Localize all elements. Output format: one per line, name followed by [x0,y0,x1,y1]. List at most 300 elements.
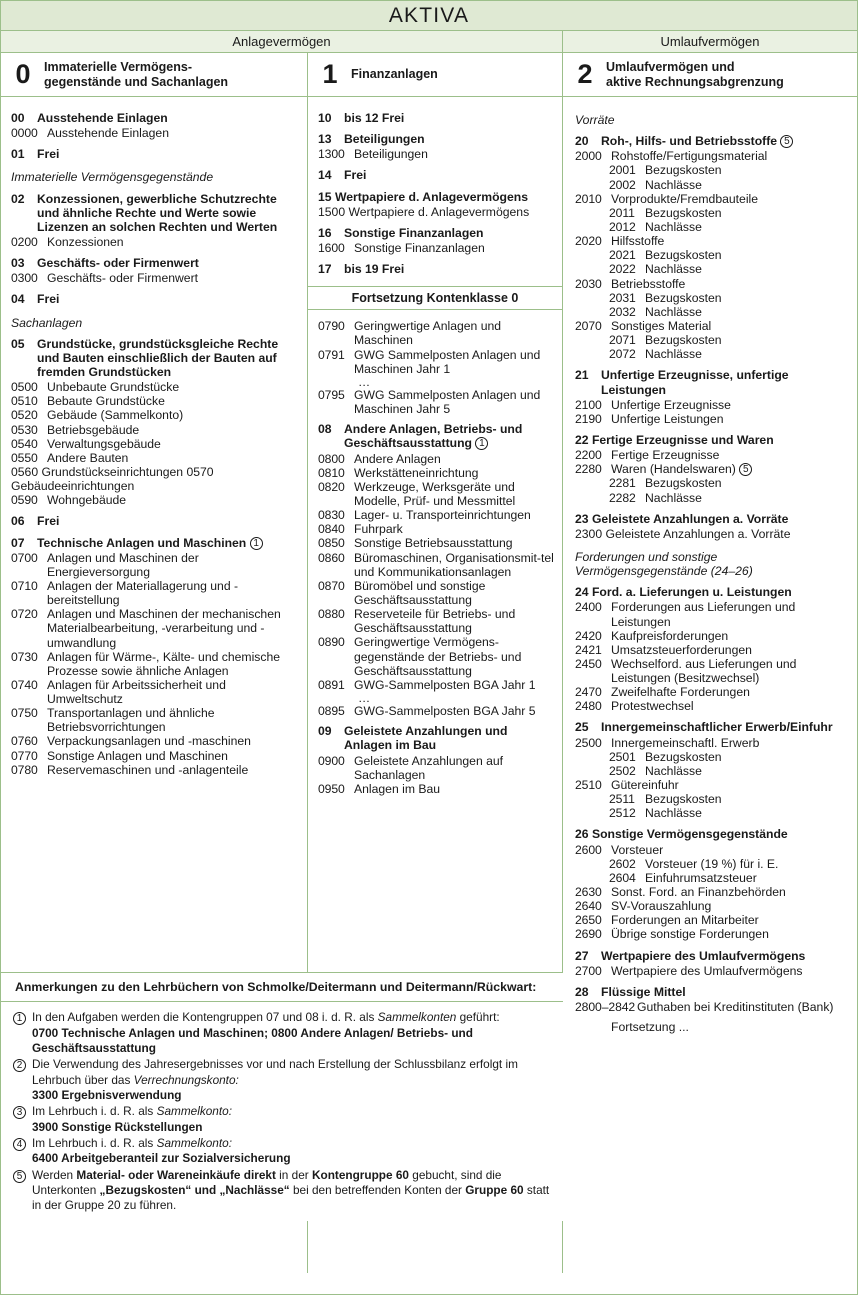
account-entry [575,277,851,291]
footnote-fragment: Im Lehrbuch i. d. R. als [32,1104,157,1119]
account-number: 0530 [11,422,38,437]
account-number: 2470 [575,685,602,700]
account-label: Nachlässe [645,347,702,362]
account-number: 0000 [11,126,38,141]
footnote-text [32,1168,551,1214]
group-label: Roh-, Hilfs- und Betriebsstoffe 5 [601,134,851,148]
footnote-text [32,1010,551,1056]
account-label: Vorsteuer (19 %) für i. E. [645,856,779,871]
account-label: Einfuhrumsatzsteuer [645,870,757,885]
account-group [11,256,301,270]
group-label: Sonstige Finanzanlagen [344,225,484,240]
account-label: Wohngebäude [47,493,127,508]
account-number: 0820 [318,479,345,494]
account-label: Geschäfts- oder Firmenwert [47,271,199,286]
class-header-2 [563,53,857,96]
footnote-fragment: bei den betreffenden Konten der [289,1182,466,1197]
account-subentry [575,178,851,192]
account-number: 0830 [318,508,345,523]
account-label: Büromaschinen, Organisationsmit-tel und Kommunikationsanlagen [354,550,554,579]
account-entry [318,754,556,782]
group-number: 13 [318,132,332,147]
account-label: Anlagen im Bau [354,781,441,796]
account-number: 0800 [318,451,345,466]
footnote-ref-icon: 2 [13,1059,26,1072]
account-number: 2420 [575,628,602,643]
account-entry [11,380,301,394]
account-label: Bezugskosten [645,476,722,491]
account-group [11,536,301,550]
account-label: Innergemeinschaftl. Erwerb [611,735,760,750]
account-label: Sonstige Anlagen und Maschinen [47,748,228,763]
account-number: 0790 [318,319,345,334]
footnote-ref-icon: 5 [13,1170,26,1183]
group-label: bis 19 Frei [344,262,405,277]
group-label: Geschäfts- oder Firmenwert [37,256,199,271]
bottom-spacer [1,1273,563,1294]
ellipsis: … [358,690,371,705]
account-label: Fertige Erzeugnisse [611,448,720,463]
account-entry [11,235,301,249]
account-entry [318,607,556,635]
group-label: Frei [37,147,60,162]
account-subentry [575,248,851,262]
account-entry [318,782,556,796]
account-entry: 0560 Grundstückseinrichtungen 0570 Gebäudeeinrichtungen [11,464,214,494]
account-entry [575,657,851,685]
account-subentry [575,806,851,820]
group-band [1,31,857,53]
account-group [318,132,556,146]
account-entry [575,899,851,913]
account-entry [11,706,301,734]
account-label: Werkzeuge, Werksgeräte und Modelle, Prüf- und Messmittel [354,479,516,509]
footnote-fragment: Sammelkonto: [156,1135,232,1150]
account-group [318,724,556,752]
account-entry [11,408,301,422]
account-number: 0780 [11,762,38,777]
class-label-line: Umlaufvermögen und [606,59,735,74]
account-label: Protestwechsel [611,699,694,714]
account-entry [11,423,301,437]
account-group [318,111,556,125]
group-number: 04 [11,292,25,307]
group-number: 03 [11,256,25,271]
account-label: Unfertige Leistungen [611,411,724,426]
account-number: 0550 [11,450,38,465]
account-subentry [575,333,851,347]
group-label: Frei [37,514,60,529]
account-label: Anlagen und Maschinen der Energieversorgung [47,550,199,579]
account-label: Reservemaschinen und -anlagenteile [47,762,249,777]
account-number: 2282 [609,490,636,505]
group-number: 10 [318,111,332,125]
footnote-item [13,1010,551,1056]
footnote-item [13,1168,551,1214]
account-entry [318,147,556,161]
account-label: Bezugskosten [645,163,722,178]
title-band [1,1,857,31]
account-list-2 [563,97,857,1034]
account-label: Bezugskosten [645,248,722,263]
account-label: Fortsetzung ... [611,1020,689,1035]
account-number: 2602 [609,856,636,871]
account-number: 0750 [11,706,38,721]
footnote-marker-icon [13,1104,32,1135]
account-group [318,422,556,450]
account-entry [318,678,556,692]
footnote-fragment: Material- oder Wareneinkäufe direkt [76,1167,276,1182]
account-number: 2200 [575,448,602,463]
account-group [575,720,851,734]
account-entry [575,412,851,426]
account-label: Betriebsstoffe [611,276,686,291]
account-number: 2100 [575,397,602,412]
account-number: 2450 [575,656,602,671]
account-label: Waren (Handelswaren) 5 [611,462,851,476]
class-number-1: 1 [322,59,338,89]
account-number: 2280 [575,462,602,477]
group-label: Unfertige Erzeugnisse, unfertige Leistungen [601,368,789,397]
account-label: Wechselford. aus Lieferungen und Leistungen (Besitzwechsel) [611,656,797,686]
account-number: 2604 [609,870,636,885]
account-label: Umsatzsteuerforderungen [611,642,752,657]
footnote-fragment: Die Verwendung des Jahresergebnisses vor und nach Erstellung der Schlussbilanz erfolgt im Lehrbuch über das [32,1057,518,1087]
group-number: 21 [575,368,589,383]
account-label: Sonstige Betriebsausstattung [354,536,513,551]
account-entry [575,149,851,163]
account-entry [575,843,851,857]
class-number-0: 0 [15,59,31,89]
account-label: Reserveteile für Betriebs- und Geschäftsausstattung [354,607,516,636]
account-number: 0300 [11,271,38,286]
account-entry [11,437,301,451]
account-number: 0950 [318,781,345,796]
account-group [575,985,851,999]
account-number: 2640 [575,899,602,914]
account-label: GWG Sammelposten Anlagen und Maschinen Jahr 1 [354,347,541,376]
account-group: 15 Wertpapiere d. Anlagevermögens [318,189,528,204]
group-number: 09 [318,724,332,739]
group-label: Frei [37,292,60,307]
account-number: 2421 [575,642,602,657]
group-label: Wertpapiere des Umlaufvermögens [601,948,806,963]
account-entry [11,579,301,607]
footnote-ref-icon: 3 [13,1106,26,1119]
group-label: Ausstehende Einlagen [37,111,168,125]
account-label: Nachlässe [645,490,702,505]
account-entry: 1500 Wertpapiere d. Anlagevermögens [318,204,530,219]
group-number: 20 [575,134,589,149]
account-number: 0540 [11,436,38,451]
account-number: 2700 [575,963,602,978]
account-label: Hilfsstoffe [611,234,665,249]
continuation-note [575,1020,851,1034]
account-entry [575,448,851,462]
account-number: 2032 [609,304,636,319]
account-subentry [575,262,851,276]
account-number: 2071 [609,333,636,348]
footnote-ref-icon: 1 [13,1012,26,1025]
account-entry [318,388,556,416]
footnote-text [32,1104,551,1135]
account-entry [318,704,556,718]
account-number: 0510 [11,394,38,409]
account-label: Fuhrpark [354,522,403,537]
page-title: AKTIVA [388,3,470,27]
class-label-0 [44,60,228,90]
account-number: 0795 [318,388,345,403]
footnote-ref-icon: 1 [475,437,488,450]
account-number: 2011 [609,205,635,220]
footnote-marker-icon [13,1057,32,1103]
account-label: Nachlässe [645,763,702,778]
account-number: 0791 [318,347,345,362]
group-label: Grundstücke, grundstücksgleiche Rechte und Bauten einschließlich der Bauten auf fremden Grundstücken [37,336,279,379]
account-number: 1300 [318,147,345,162]
account-number: 2502 [609,763,636,778]
account-label: Transportanlagen und ähnliche Betriebsvorrichtungen [47,706,215,735]
account-number: 0760 [11,734,38,749]
account-number: 2022 [609,262,636,277]
account-list-0-continued [318,319,556,796]
account-entry [575,234,851,248]
footnote-item [13,1104,551,1135]
account-label: Betriebsgebäude [47,422,140,437]
account-number: 0700 [11,550,38,565]
class-header-0 [1,53,308,96]
account-label: SV-Vorauszahlung [611,899,712,914]
account-group [11,514,301,528]
account-number: 2511 [609,792,635,807]
footnote-fragment: geführt: [456,1010,500,1025]
footnote-fragment: in der [275,1167,312,1182]
account-entry [318,241,556,255]
account-label: Andere Bauten [47,450,129,465]
account-subentry [575,305,851,319]
footnote-text [32,1057,551,1103]
group-label-umlaufvermoegen: Umlaufvermögen [660,34,760,49]
account-number: 2480 [575,699,602,714]
account-label: Anlagen für Wärme-, Kälte- und chemische Prozesse sowie ähnliche Anlagen [47,649,281,678]
account-entry [11,749,301,763]
footnotes-title: Anmerkungen zu den Lehrbüchern von Schmolke/Deitermann und Deitermann/Rückwart: [1,973,563,1002]
account-label: Guthaben bei Kreditinstituten (Bank) [637,1000,834,1015]
account-entry [575,643,851,657]
account-list-0 [1,97,307,777]
account-label: Lager- u. Transporteinrichtungen [354,508,531,523]
account-subentry [575,163,851,177]
account-label: Geleistete Anzahlungen auf Sachanlagen [354,753,504,782]
group-label-anlagevermoegen: Anlagevermögen [1,31,563,52]
class-label-line: Immaterielle Vermögens- [44,59,192,74]
account-number: 2072 [609,347,636,362]
account-list-1-top [318,111,556,276]
account-entry [575,913,851,927]
account-label: Geringwertige Anlagen und Maschinen [354,319,502,348]
group-number: 06 [11,514,25,529]
account-subentry [575,871,851,885]
account-group [575,949,851,963]
group-number: 01 [11,147,25,162]
account-label: Verwaltungsgebäude [47,436,161,451]
group-label: Beteiligungen [344,132,425,147]
account-number: 2001 [609,163,636,178]
account-entry [575,885,851,899]
account-label: Zweifelhafte Forderungen [611,685,750,700]
account-number: 0730 [11,649,38,664]
account-group [11,111,301,125]
account-number: 2020 [575,234,602,249]
account-number: 0710 [11,578,38,593]
account-group: 22 Fertige Erzeugnisse und Waren [575,432,774,447]
class-number-2: 2 [577,59,593,89]
account-number: 2010 [575,191,602,206]
account-label: Vorprodukte/Fremdbauteile [611,191,759,206]
footnote-fragment: Kontengruppe 60 [311,1167,409,1182]
account-label: Anlagen der Materiallagerung und -bereitstellung [47,578,239,608]
footnote-marker-icon [13,1010,32,1056]
class-label-1 [351,67,438,82]
account-entry [11,734,301,748]
account-label: Nachlässe [645,304,702,319]
footnote-ref-icon: 5 [739,463,752,476]
account-label: GWG-Sammelposten BGA Jahr 1 [354,677,536,692]
account-label: Bezugskosten [645,792,722,807]
account-number: 0891 [318,677,345,692]
account-group: 24 Ford. a. Lieferungen u. Leistungen [575,585,792,600]
account-label: Ausstehende Einlagen [47,126,169,141]
class-label-2 [606,60,784,90]
account-number: 2000 [575,149,602,164]
account-number: 0720 [11,607,38,622]
account-number [575,1020,611,1034]
group-number: 00 [11,111,25,125]
account-label: Rohstoffe/Fertigungsmaterial [611,149,768,164]
column-kontenklasse-2 [563,97,857,1294]
account-label: Werkstätteneinrichtung [354,465,479,480]
account-entry [575,1000,851,1014]
account-label: Forderungen aus Lieferungen und Leistungen [611,600,796,629]
account-label: Bezugskosten [645,749,722,764]
account-number: 2630 [575,885,602,900]
account-label: Bezugskosten [645,205,722,220]
account-label: Kaufpreisforderungen [611,628,729,643]
account-entry [575,629,851,643]
account-number: 0810 [318,465,345,480]
account-label: Sonstiges Material [611,318,712,333]
footnote-ref-icon: 5 [780,135,793,148]
account-subentry [575,764,851,778]
account-number: 2031 [609,290,636,305]
account-label: Unbebaute Grundstücke [47,380,180,395]
footnote-ref-icon: 4 [13,1138,26,1151]
account-number: 2600 [575,842,602,857]
account-entry [318,480,556,508]
account-number: 0500 [11,380,38,395]
account-entry [11,394,301,408]
account-label: Bezugskosten [645,290,722,305]
footnote-item [13,1136,551,1167]
footnote-fragment: 3300 Ergebnisverwendung [32,1088,182,1102]
account-label: Forderungen an Mitarbeiter [611,913,759,928]
account-label: Gebäude (Sammelkonto) [47,408,184,423]
account-entry [11,763,301,777]
account-number: 2800–2842 [575,1000,636,1015]
footnote-fragment: statt in der Gruppe 20 zu führen. [32,1182,550,1213]
group-number: 07 [11,535,25,550]
account-number: 0770 [11,748,38,763]
account-number: 2190 [575,411,602,426]
account-number: 0895 [318,704,345,719]
footnote-fragment: In den Aufgaben werden die Kontengruppen 07 und 08 i. d. R. als [32,1010,378,1025]
account-label: Beteiligungen [354,147,428,162]
account-entry [11,607,301,649]
account-number: 0900 [318,753,345,768]
group-number: 02 [11,191,25,206]
account-label: Anlagen und Maschinen der mechanischen Materialbearbeitung, -verarbeitung und -umwandlung [47,607,281,650]
account-label: Vorsteuer [611,842,664,857]
account-number: 2070 [575,318,602,333]
account-group: 26 Sonstige Vermögensgegenstände [575,827,788,842]
account-subentry [575,792,851,806]
account-number: 0840 [318,522,345,537]
group-label: Technische Anlagen und Maschinen 1 [37,536,301,550]
account-label: Anlagen für Arbeitssicherheit und Umweltschutz [47,677,226,707]
account-subentry [575,857,851,871]
section-heading: Forderungen und sonstige Vermögensgegenstände (24–26) [575,549,753,579]
section-heading: Sachanlagen [11,315,83,330]
account-subentry [575,750,851,764]
footnote-fragment: Verrechnungskonto: [133,1072,239,1087]
class-band [1,53,857,97]
group-label: Andere Anlagen, Betriebs- und Geschäftsausstattung 1 [344,422,523,451]
account-entry [11,678,301,706]
account-number: 2510 [575,778,602,793]
account-entry [575,964,851,978]
class-label-line: aktive Rechnungsabgrenzung [606,74,784,89]
account-group [11,192,301,234]
account-entry [575,685,851,699]
footnote-marker-icon [13,1136,32,1167]
account-subentry [575,291,851,305]
account-number: 0520 [11,408,38,423]
account-list-1-wrapper [308,97,562,796]
account-entry [318,522,556,536]
account-number: 2650 [575,913,602,928]
account-number: 2281 [609,476,636,491]
account-group [11,147,301,161]
account-entry [11,126,301,140]
account-entry [575,778,851,792]
account-number: 0590 [11,493,38,508]
account-label: Verpackungsanlagen und -maschinen [47,734,251,749]
account-entry [575,192,851,206]
account-label: Übrige sonstige Forderungen [611,927,769,942]
class-header-1 [308,53,563,96]
account-group [11,292,301,306]
footnote-fragment: 3900 Sonstige Rückstellungen [32,1119,203,1134]
account-label: Nachlässe [645,262,702,277]
account-label: Sonst. Ford. an Finanzbehörden [611,885,786,900]
account-label: Gütereinfuhr [611,778,679,793]
group-number: 08 [318,422,332,437]
footnote-ref-icon: 1 [250,537,263,550]
account-entry [318,551,556,579]
account-subentry [575,347,851,361]
group-label: Innergemeinschaftlicher Erwerb/Einfuhr [601,720,833,735]
account-number: 0890 [318,635,345,650]
